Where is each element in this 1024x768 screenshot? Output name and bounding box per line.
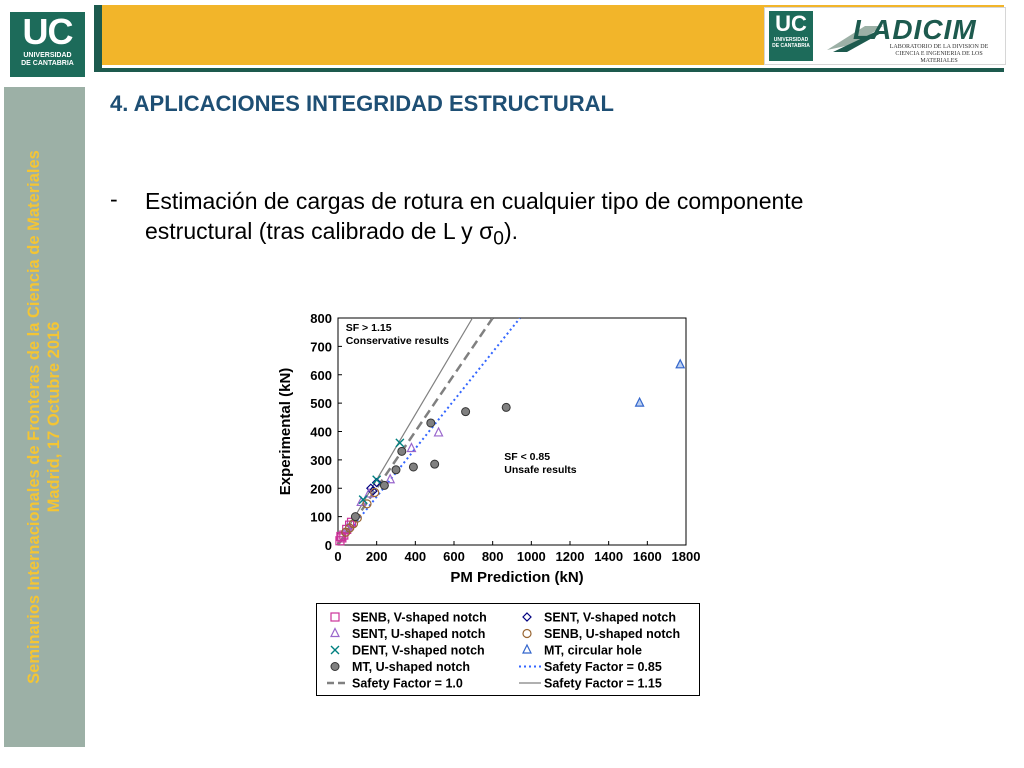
chart-legend	[316, 603, 700, 696]
ladicim-logo	[825, 10, 1003, 62]
data-point-mt-u-shaped-notch	[502, 403, 510, 411]
bullet-dash: -	[110, 186, 118, 212]
x-tick-label: 1000	[516, 549, 546, 564]
chart-annotation: Conservative results	[345, 334, 450, 347]
data-point-mt-u-shaped-notch	[409, 463, 417, 471]
x-tick-label: 600	[443, 549, 465, 564]
uc-logo-line3: DE CANTABRIA	[21, 60, 74, 67]
legend-label: MT, U-shaped notch	[352, 660, 471, 674]
y-tick-label: 700	[310, 339, 332, 355]
legend-label: SENT, V-shaped notch	[544, 610, 676, 625]
legend-marker	[331, 663, 339, 671]
x-tick-label: 1800	[671, 549, 701, 564]
uc-small-logo	[769, 11, 813, 61]
legend-label: SENB, U-shaped notch	[544, 627, 681, 641]
x-tick-label: 1400	[594, 549, 624, 564]
x-axis-label: PM Prediction (kN)	[450, 569, 584, 586]
sidebar-caption-line1: Seminarios Internacionales de Fronteras de la Ciencia de Materiales	[25, 150, 43, 684]
data-point-mt-u-shaped-notch	[431, 460, 439, 468]
uc-small-line2: UNIVERSIDAD	[773, 37, 809, 43]
x-tick-label: 200	[365, 549, 388, 564]
data-point-mt-u-shaped-notch	[398, 447, 406, 455]
legend-label: MT, circular hole	[544, 643, 642, 658]
chart-legend-svg	[317, 604, 699, 695]
scatter-chart	[270, 300, 710, 600]
y-tick-label: 500	[310, 396, 332, 412]
x-tick-label: 800	[481, 549, 504, 564]
ladicim-subtitle-line1: LABORATORIO DE LA DIVISION DE	[889, 44, 989, 50]
chart-annotation: Unsafe results	[504, 463, 577, 476]
data-point-mt-u-shaped-notch	[380, 481, 388, 489]
uc-logo	[10, 12, 85, 77]
sidebar-caption	[24, 97, 64, 737]
data-point-mt-u-shaped-notch	[351, 513, 359, 521]
y-tick-label: 300	[310, 452, 332, 468]
data-point-mt-u-shaped-notch	[462, 408, 470, 416]
y-tick-label: 400	[310, 424, 332, 440]
data-point-mt-u-shaped-notch	[427, 419, 435, 427]
header-banner-stub	[94, 5, 102, 72]
data-point-mt-u-shaped-notch	[392, 466, 400, 474]
legend-marker	[331, 613, 339, 621]
sidebar-caption-line2: Madrid, 17 Octubre 2016	[45, 321, 63, 513]
bullet-text-sub: 0	[493, 228, 504, 250]
y-tick-label: 600	[310, 367, 332, 383]
bullet-text-main: Estimación de cargas de rotura en cualquier tipo de componente estructural (tras calibrado de L y σ	[145, 188, 804, 244]
ladicim-subtitle-line2: CIENCIA E INGENIERIA DE LOS MATERIALES	[895, 51, 983, 64]
legend-marker	[523, 645, 531, 653]
y-tick-label: 200	[310, 481, 332, 497]
uc-logo-line2: UNIVERSIDAD	[23, 52, 72, 59]
legend-marker	[331, 646, 339, 654]
bullet-text-tail: ).	[503, 218, 518, 244]
y-tick-label: 0	[324, 538, 332, 553]
legend-marker	[523, 630, 531, 638]
x-tick-label: 400	[404, 549, 427, 564]
legend-marker	[523, 613, 531, 621]
uc-logo-mark: UC	[22, 11, 73, 52]
y-tick-label: 100	[310, 509, 332, 525]
chart-annotation: SF < 0.85	[504, 450, 551, 463]
legend-label: Safety Factor = 1.15	[544, 676, 662, 691]
uc-small-line3: DE CANTABRIA	[772, 43, 810, 49]
x-tick-label: 0	[334, 549, 342, 564]
x-tick-label: 1600	[632, 549, 662, 564]
chart-annotation: SF > 1.15	[345, 321, 392, 334]
y-axis-label: Experimental (kN)	[277, 367, 294, 496]
ladicim-logo-box	[764, 7, 1006, 65]
legend-marker	[331, 629, 339, 637]
legend-label: DENT, V-shaped notch	[352, 643, 485, 658]
legend-label: SENT, U-shaped notch	[352, 627, 486, 641]
legend-label: Safety Factor = 0.85	[544, 660, 662, 674]
x-tick-label: 1200	[555, 549, 585, 564]
header-divider	[100, 68, 1004, 72]
legend-label: SENB, V-shaped notch	[352, 610, 487, 625]
plot-area	[338, 318, 686, 545]
uc-small-mark: UC	[775, 11, 807, 36]
ladicim-name: LADICIM	[853, 14, 977, 45]
legend-label: Safety Factor = 1.0	[352, 676, 463, 691]
bullet-text	[145, 186, 845, 255]
y-tick-label: 800	[310, 311, 332, 326]
ladicim-subtitle	[879, 44, 999, 65]
slide-title: 4. APLICACIONES INTEGRIDAD ESTRUCTURAL	[110, 91, 614, 116]
